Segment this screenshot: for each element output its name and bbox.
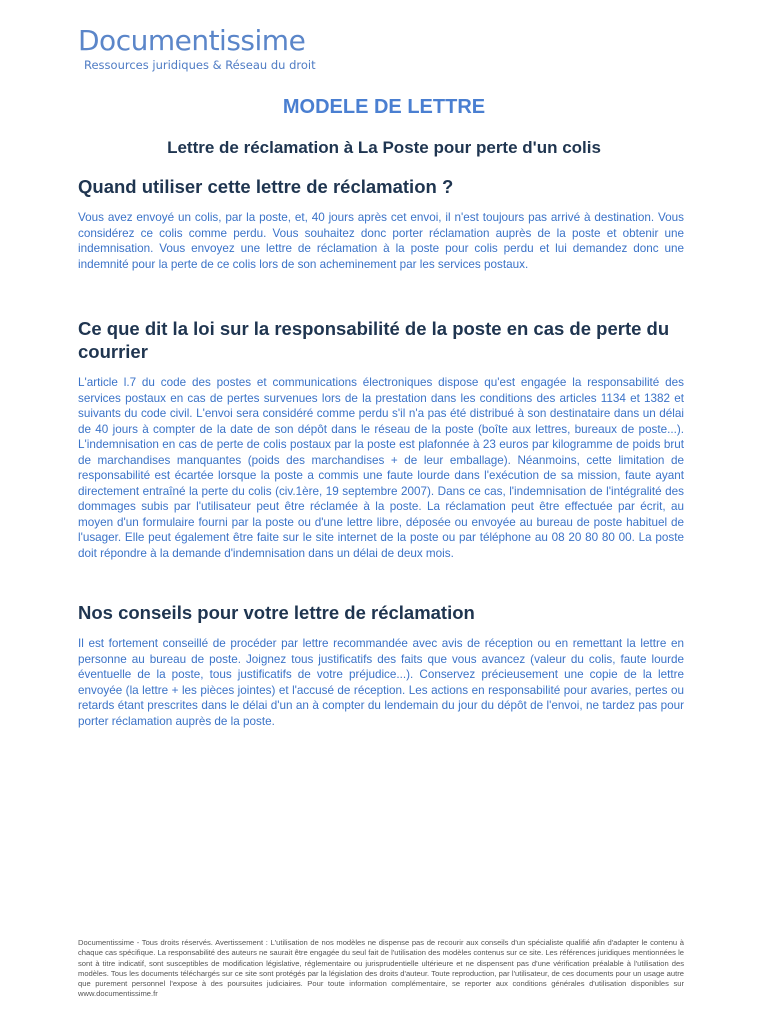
section-when-to-use <box>78 175 684 272</box>
legal-disclaimer-footer: Documentissime - Tous droits réservés. Avertissement : L'utilisation de nos modèles ne dispense pas de recourir aux conseils d'un spécialiste qualifié afin d'adapter le contenu à chaque cas spécifique. La responsabilité des auteurs ne saurait être engagée du seul fait de l'utilisation des modèles contenus sur ce site. Les références juridiques mentionnées le sont à titre indicatif, sont susceptibles de modification législative, réglementaire ou jurisprudentielle ultérieure et ne dispensent pas d'une vérification préalable à l'utilisation des modèles. Tous les documents téléchargés sur ce site sont protégés par la législation des droits d'auteur. Toute reproduction, par l'utilisateur, de ces documents pour un usage autre que purement personnel l'expose à des poursuites judiciaires. Pour toute information complémentaire, se reporter aux conditions générales d'utilisation disponibles sur www.documentissime.fr <box>78 938 684 999</box>
document-title: Lettre de réclamation à La Poste pour perte d'un colis <box>167 138 601 157</box>
brand-tagline: Ressources juridiques & Réseau du droit <box>84 58 316 72</box>
section-heading: Quand utiliser cette lettre de réclamation ? <box>78 176 454 197</box>
brand-logo <box>78 24 316 72</box>
section-body: Il est fortement conseillé de procéder par lettre recommandée avec avis de réception ou en remettant la lettre en personne au bureau de poste. Joignez tous justificatifs des faits que vous avancez (valeur du colis, faute lourde éventuelle de la poste, tous justificatifs de votre préjudice...). Conservez précieusement une copie de la lettre envoyée (la lettre + les pièces jointes) et l'accusé de réception. Les actions en responsabilité pour avaries, pertes ou retards étant prescrites dans le délai d'un an à compter du lendemain du jour du dépôt de l'envoi, ne tardez pas pour porter réclamation auprès de la poste. <box>78 637 684 728</box>
brand-name: Documentissime <box>78 24 306 57</box>
section-advice <box>78 601 684 729</box>
section-heading: Nos conseils pour votre lettre de réclamation <box>78 602 475 623</box>
section-heading: Ce que dit la loi sur la responsabilité de la poste en cas de perte du courrier <box>78 318 670 362</box>
section-legal-basis <box>78 317 684 561</box>
section-body: Vous avez envoyé un colis, par la poste, et, 40 jours après cet envoi, il n'est toujours pas arrivé à destination. Vous considérez ce colis comme perdu. Vous souhaitez donc porter réclamation auprès de la poste et obtenir une indemnisation. Vous envoyez une lettre de réclamation à la poste pour colis perdu et lui demandez donc une indemnité pour la perte de ce colis lors de son acheminement par les services postaux. <box>78 211 684 271</box>
document-type-heading: MODELE DE LETTRE <box>282 96 486 118</box>
section-body: L'article l.7 du code des postes et communications électroniques dispose qu'est engagée la responsabilité des services postaux en cas de pertes survenues lors de la prestation dans les conditions des articles 1134 et 1382 et suivants du code civil. L'envoi sera considéré comme perdu s'il n'a pas été distribué à son destinataire dans un délai de 40 jours à compter de la date de son dépôt dans le réseau de la poste (boîte aux lettres, bureaux de poste...). L'indemnisation en cas de perte de colis postaux par la poste est plafonnée à 23 euros par kilogramme de poids brut de marchandises manquantes (poids des marchandises + de leur emballage). Néanmoins, cette limitation de responsabilité est écartée lorsque la poste a commis une faute lourde dans l'exécution de sa mission, faute ayant directement entraîné la perte du colis (civ.1ère, 19 septembre 2007). Dans ce cas, l'indemnisation de l'intégralité des dommages subis par l'utilisateur peut être réclamée à la poste. La réclamation peut être effectuée par écrit, au moyen d'un formulaire fourni par la poste ou d'une lettre libre, déposée ou envoyée au bureau de poste habituel de l'usager. Elle peut également être faite sur le site internet de la poste ou par téléphone au 08 20 80 80 00. La poste doit répondre à la demande d'indemnisation dans un délai de deux mois. <box>78 376 684 560</box>
